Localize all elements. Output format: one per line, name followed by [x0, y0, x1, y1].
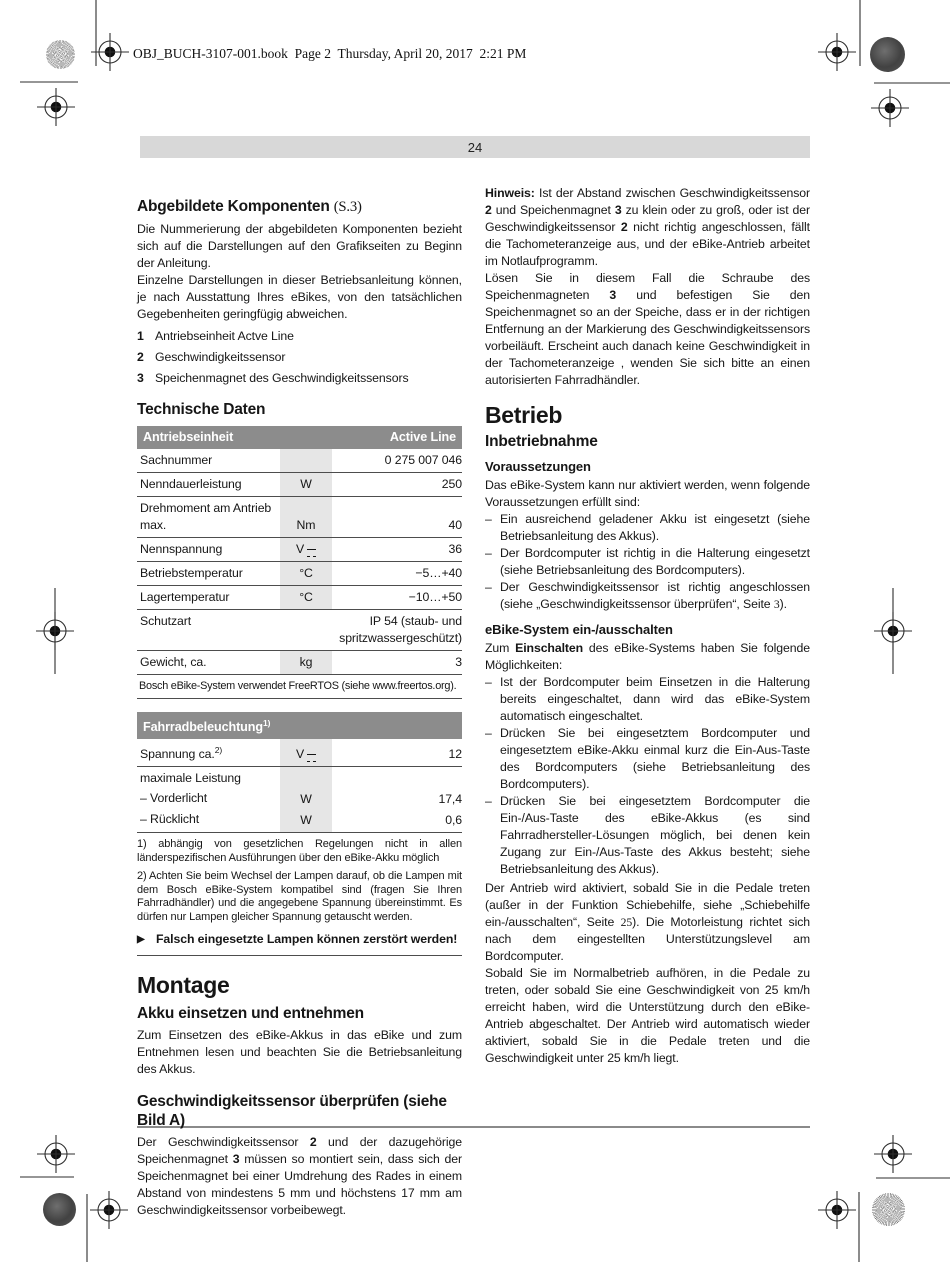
sensor-check-paragraph: Der Geschwindigkeitssensor 2 und der dazugehörige Speichenmagnet 3 müssen so montiert sein, dass sich der Speichenmagnet bei einer Umdrehung des Rades in einem Abstand von mindestens 5 mm und höchstens 17 mm am Geschwindigkeitssensor vorbeibewegt.	[137, 1135, 462, 1218]
dash-bullet: –	[485, 726, 492, 740]
item-text: Antriebseinheit Actve Line	[155, 329, 294, 343]
registration-target	[874, 612, 912, 650]
components-paragraph-2: Einzelne Darstellungen in dieser Betriebsanleitung können, je nach Ausstattung Ihres eBikes, von den tatsächlichen Gegebenheiten geringfügig abweichen.	[137, 273, 462, 321]
registration-target	[36, 612, 74, 650]
item-text: Speichenmagnet des Geschwindigkeitssensors	[155, 371, 409, 385]
registration-target	[818, 1191, 856, 1229]
list-item: – Der Bordcomputer ist richtig in die Halterung eingesetzt (siehe Betriebsanleitung des Bordcomputers).	[485, 546, 810, 577]
dash-bullet: –	[485, 794, 492, 808]
tech-data-heading: Technische Daten	[137, 401, 266, 418]
halftone-dot	[43, 1193, 76, 1226]
starburst-mark	[872, 1193, 905, 1226]
table-row: maximale Leistung	[137, 766, 462, 790]
components-paragraph-1: Die Nummerierung der abgebildeten Komponenten bezieht sich auf die Darstellungen auf den Grafikseiten zu Beginn der Anleitung.	[137, 222, 462, 270]
warning-arrow-icon: ▶	[137, 934, 145, 946]
akku-paragraph: Zum Einsetzen des eBike-Akkus in das eBike und zum Entnehmen lesen und beachten Sie die Betriebsanleitung des Akkus.	[137, 1028, 462, 1077]
dash-bullet: –	[485, 580, 492, 594]
footnote-ref: 2)	[214, 745, 223, 756]
list-item	[137, 348, 462, 367]
dc-current-icon	[307, 549, 316, 557]
table-row: Sachnummer 0 275 007 046	[137, 449, 462, 472]
voraussetzungen-list	[485, 511, 810, 613]
drive-unit-table	[137, 426, 462, 699]
list-item: – Der Geschwindigkeitssensor ist richtig angeschlossen (siehe „Geschwindigkeitssensor überprüfen“, Seite 3).	[485, 580, 810, 611]
table-header-left: Antriebseinheit	[143, 430, 234, 444]
item-number: 2	[137, 350, 144, 364]
table-row: Betriebstemperatur °C −5…+40	[137, 561, 462, 585]
table-header-right: Active Line	[389, 430, 456, 444]
table-header-left: Fahrradbeleuchtung$^{1)}$	[143, 718, 271, 735]
left-column	[137, 185, 462, 1219]
einaus-list	[485, 674, 810, 878]
footnote-1: 1) abhängig von gesetzlichen Regelungen nicht in allen länderspezifischen Ausführungen über den eBike-Akku möglich	[137, 838, 462, 864]
starburst-mark	[46, 40, 75, 69]
table-row: – Vorderlicht W 17,4	[137, 790, 462, 811]
montage-heading: Montage	[137, 972, 230, 999]
betrieb-heading: Betrieb	[485, 402, 563, 428]
voraussetzungen-heading: Voraussetzungen	[485, 459, 591, 474]
inbetriebnahme-heading: Inbetriebnahme	[485, 433, 598, 450]
hinweis-paragraph: Hinweis: Ist der Abstand zwischen Geschwindigkeitssensor 2 und Speichenmagnet 3 zu klein oder zu groß, oder ist der Geschwindigkeitssensor 2 nicht richtig angeschlossen, fällt die Tachometeranzeige aus, und der eBike-Antrieb arbeitet im Notlaufprogramm.	[485, 186, 810, 268]
warning-line	[137, 931, 462, 948]
dc-current-icon	[307, 754, 316, 762]
antrieb-paragraph: Der Antrieb wird aktiviert, sobald Sie in die Pedale treten (außer in der Funktion Schiebehilfe, siehe „Schiebehilfe ein-/ausschalten“, Seite 25). Die Motorleistung richtet sich nach dem eingestellten Unterstützungslevel am Bordcomputer.	[485, 881, 810, 963]
table-row: Lagertemperatur °C −10…+50	[137, 585, 462, 609]
einaus-intro: Zum Einschalten des eBike-Systems haben Sie folgende Möglichkeiten:	[485, 641, 810, 672]
registration-target	[37, 88, 75, 126]
registration-target	[90, 1191, 128, 1229]
list-item: – Drücken Sie bei eingesetztem Bordcomputer die Ein-/Aus-Taste des eBike-Akkus (es sind Fahrradhersteller-Lösungen möglich, bei denen kein Zugang zur Ein-/Aus-Taste des Akkus besteht; siehe Betriebsanleitung des Akkus).	[485, 794, 810, 876]
warning-text: Falsch eingesetzte Lampen können zerstört werden!	[156, 932, 458, 947]
components-heading: Abgebildete Komponenten (S.3)	[137, 198, 362, 215]
table-row: Gewicht, ca. kg 3	[137, 650, 462, 674]
list-item: – Ist der Bordcomputer beim Einsetzen in die Halterung bereits eingeschaltet, dann wird das eBike-System automatisch eingeschaltet.	[485, 675, 810, 723]
print-job-header: OBJ_BUCH-3107-001.book Page 2 Thursday, April 20, 2017 2:21 PM	[133, 46, 527, 61]
voraussetzungen-intro: Das eBike-System kann nur aktiviert werden, wenn folgende Voraussetzungen erfüllt sind:	[485, 478, 810, 509]
halftone-dot	[870, 37, 905, 72]
einaus-heading: eBike-System ein-/ausschalten	[485, 622, 673, 637]
registration-target	[91, 33, 129, 71]
registration-target	[874, 1135, 912, 1173]
dash-bullet: –	[485, 675, 492, 689]
list-item: – Ein ausreichend geladener Akku ist eingesetzt (siehe Betriebsanleitung des Akkus).	[485, 512, 810, 543]
footnote-2: 2) Achten Sie beim Wechsel der Lampen darauf, ob die Lampen mit dem Bosch eBike-System kompatibel sind (fragen Sie Ihren Fahrradhändler) und die angegebene Spannung übereinstimmt. Es dürfen nur Lampen gleicher Spannung getauscht werden.	[137, 870, 462, 923]
table-header-row	[137, 426, 462, 449]
right-column	[485, 185, 810, 1067]
registration-target	[818, 33, 856, 71]
akku-heading: Akku einsetzen und entnehmen	[137, 1005, 364, 1023]
table-row: Drehmoment am Antrieb max. Nm 40	[137, 496, 462, 537]
table-header-row	[137, 712, 462, 739]
sensor-check-heading: Geschwindigkeitssensor überprüfen (siehe Bild A)	[137, 1093, 447, 1130]
page-number: 24	[467, 139, 483, 155]
registration-target	[871, 89, 909, 127]
list-item	[137, 327, 462, 346]
lighting-table	[137, 712, 462, 833]
table-row: Nennspannung V 36	[137, 537, 462, 561]
components-list	[137, 327, 462, 388]
list-item: – Drücken Sie bei eingesetztem Bordcomputer und eingesetztem eBike-Akku einmal kurz die Ein-Aus-Taste des Bordcomputers (siehe Betriebsanleitung des Bordcomputers).	[485, 726, 810, 791]
loesen-paragraph: Lösen Sie in diesem Fall die Schraube des Speichenmagneten 3 und befestigen Sie den Speichenmagnet so an der Speiche, dass er in der richtigen Entfernung an der Markierung des Geschwindigkeitssensors vorbeiläuft. Erscheint auch danach keine Geschwindigkeit in der Tachometeranzeige , wenden Sie sich bitte an einen autorisierten Fahrradhändler.	[485, 271, 811, 387]
footnote-ref: 1)	[262, 718, 271, 728]
table-note: Bosch eBike-System verwendet FreeRTOS (siehe www.freertos.org).	[137, 674, 462, 698]
table-row: Schutzart IP 54 (staub- und spritzwassergeschützt)	[137, 609, 462, 650]
table-row: Spannung ca.$^{2)}$ V 12	[137, 739, 462, 766]
table-row: – Rücklicht W 0,6	[137, 811, 462, 832]
list-item	[137, 369, 462, 388]
dash-bullet: –	[485, 546, 492, 560]
item-number: 3	[137, 371, 144, 385]
dash-bullet: –	[485, 512, 492, 526]
item-number: 1	[137, 329, 144, 343]
item-text: Geschwindigkeitssensor	[155, 350, 286, 364]
page-number-band	[140, 136, 810, 158]
table-row: Nenndauerleistung W 250	[137, 472, 462, 496]
registration-target	[37, 1135, 75, 1173]
sobald-paragraph: Sobald Sie im Normalbetrieb aufhören, in die Pedale zu treten, oder sobald Sie eine Geschwindigkeit von 25 km/h erreicht haben, wird die Unterstützung durch den eBike-Antrieb abgeschaltet. Der Antrieb wird automatisch wieder aktiviert, sobald Sie in die Pedale treten und die Geschwindigkeit unter 25 km/h liegt.	[485, 966, 810, 1065]
table-end-divider	[137, 955, 462, 956]
